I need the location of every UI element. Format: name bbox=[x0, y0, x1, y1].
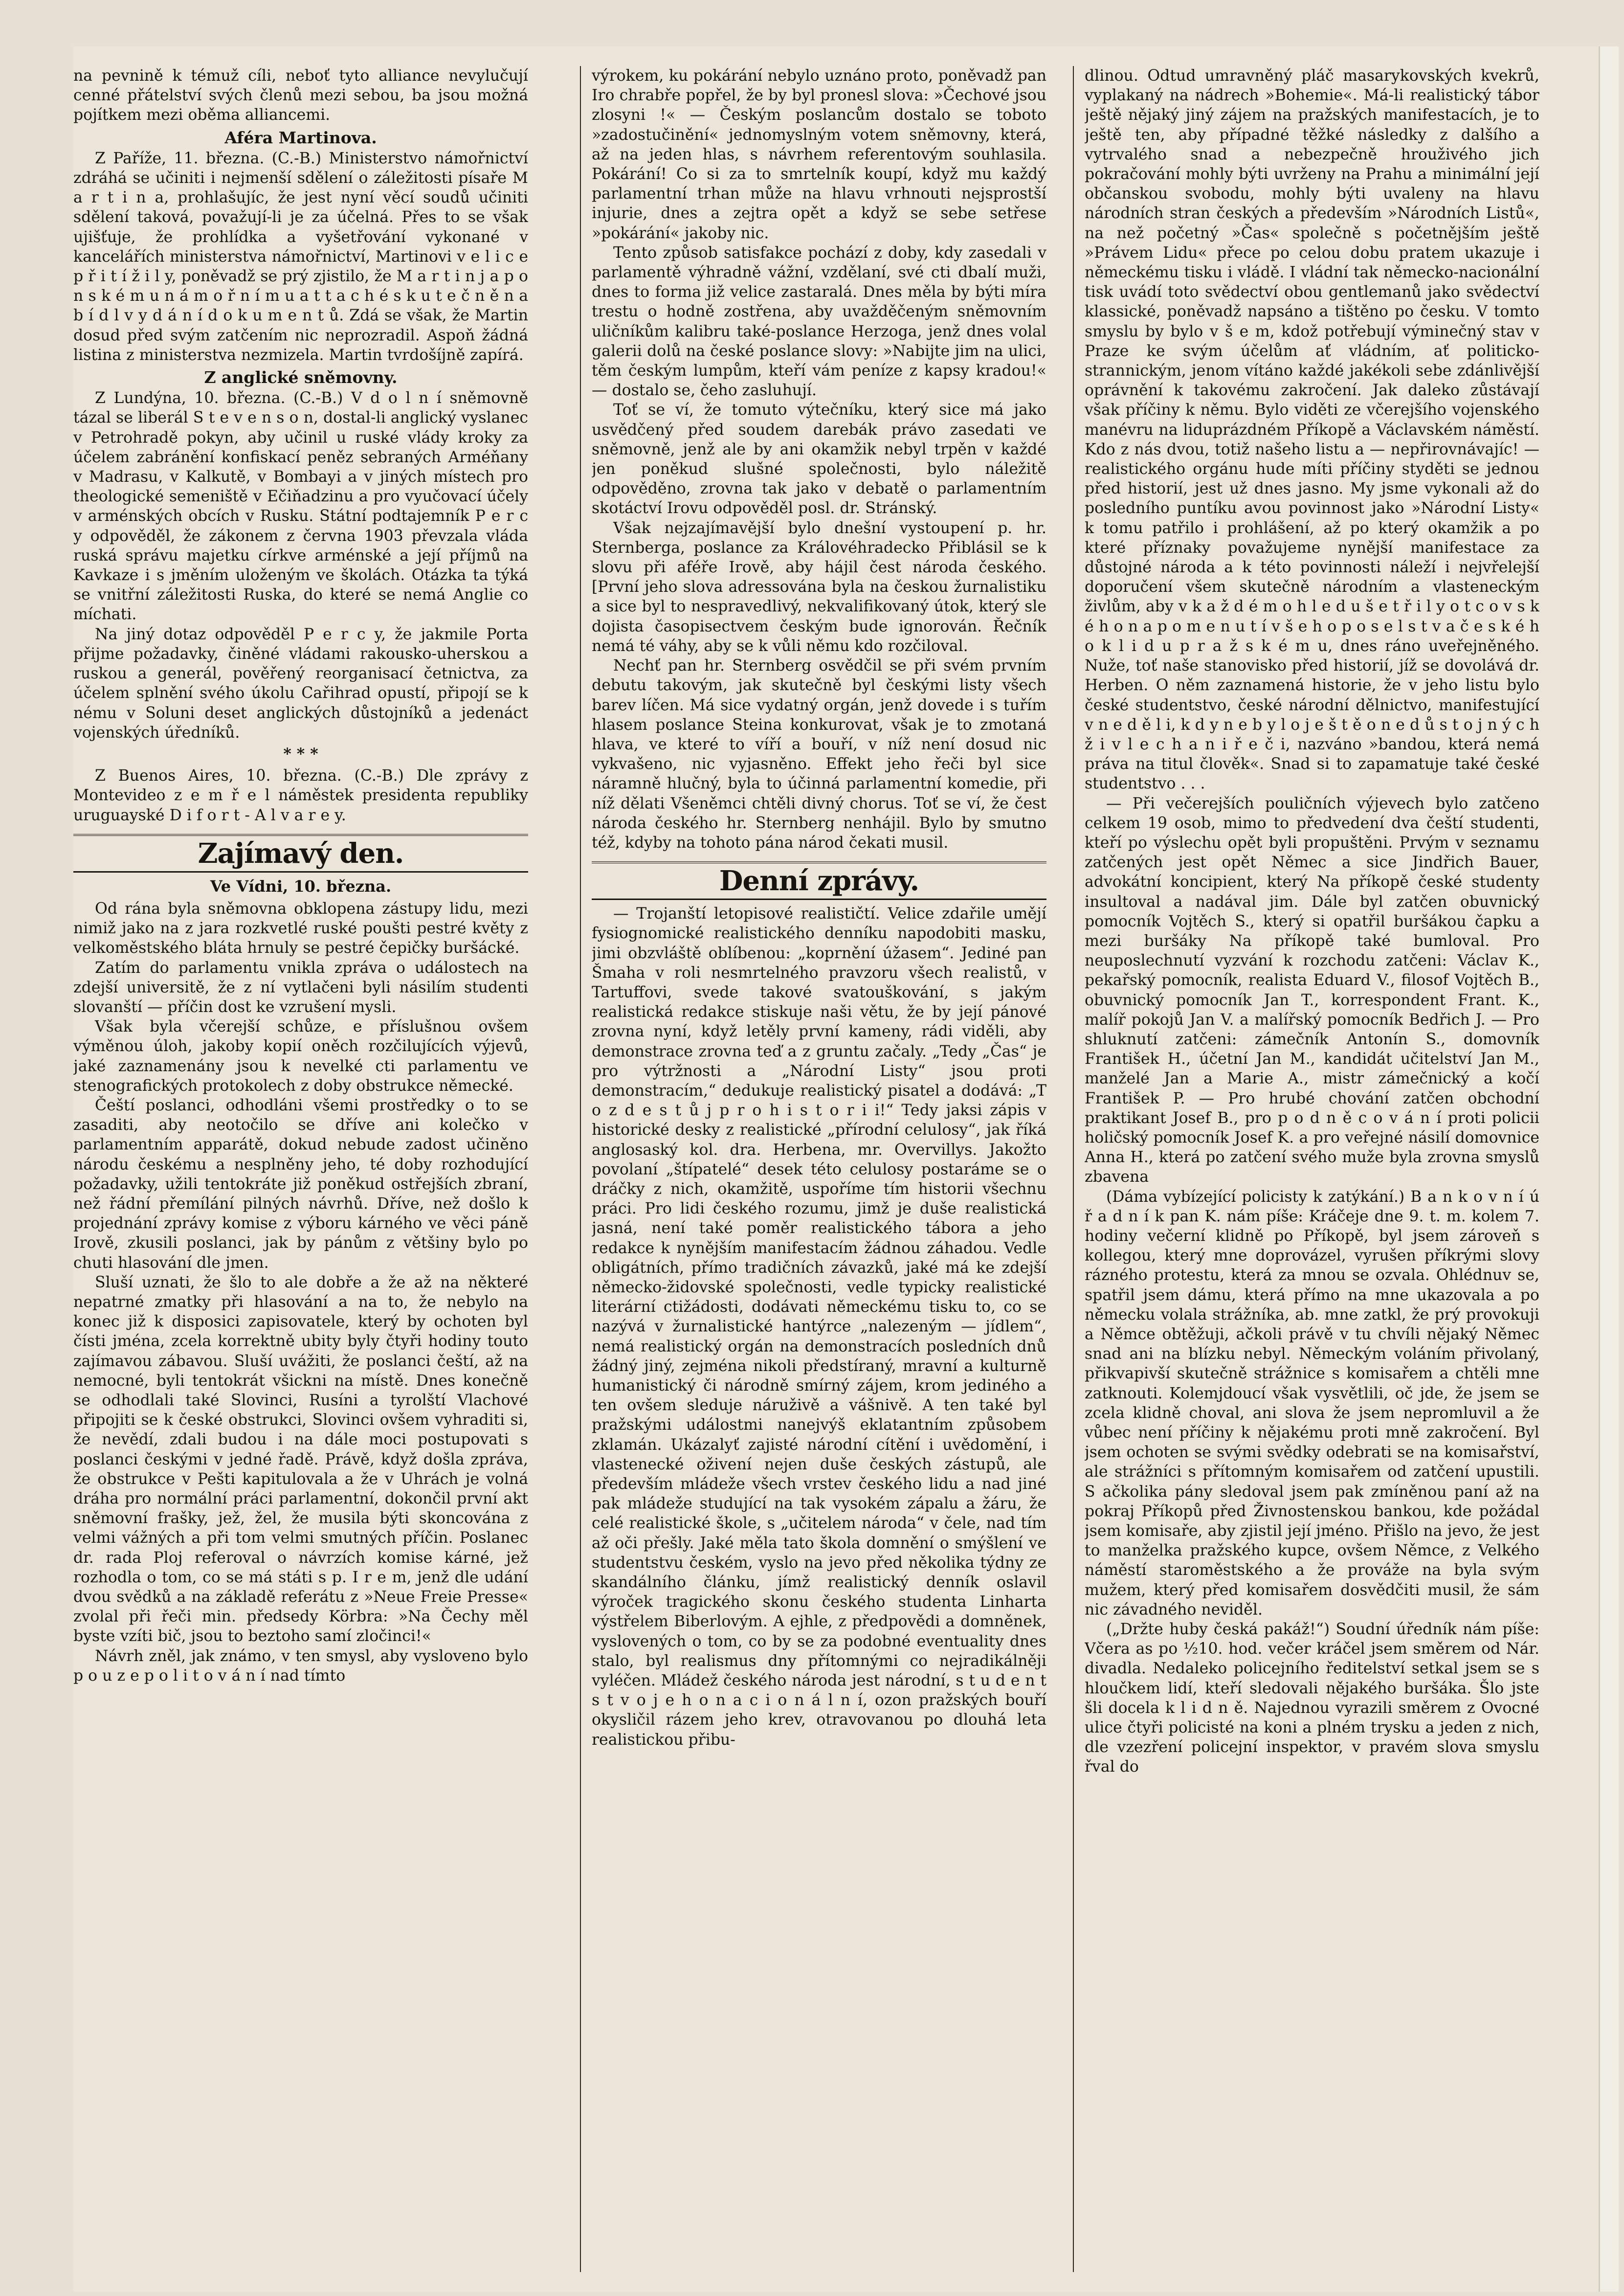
article-text: Zatím do parlamentu vnikla zpráva o událostech na zdejší universitě, že z ní vytlačeni byli násilím studenti slovanští — příčin dost ke vzrušení mysli. bbox=[73, 959, 528, 1016]
headline: Z anglické sněmovny. bbox=[204, 368, 398, 387]
dateline: Ve Vídni, 10. března. bbox=[210, 877, 392, 896]
article-text: — Trojanští letopisové realističtí. Velice zdařile umějí fysiognomické realistického denníku napodobiti masku, jimi obzvláště oblíbenou: „koprnění úžasem“. Jediné pan Šmaha v roli nesmrtelného pravzoru všech realistů, v Tartuffovi, svede takové svatouškování, s jakým realistická redakce stiskuje naši větu, že by její pánové zrovna nyní, když letěly první kameny, rádi viděli, aby demonstrace zrovna teď a z gruntu začaly. „Tedy „Čas“ je pro výtržnosti a „Národní Listy“ jsou proti demonstracím,“ dedukuje realistický pisatel a dodává: „T o z d e s t ů j p r o h i s t o r i i!“ Tedy jaksi zápis v historické desky z realistické „přírodní celulosy“, jak říká anglosaský kol. dra. Herbena, mr. Overvillys. Jakožto povolaní „štípatelé“ desek této celulosy postaráme se o dráčky z nich, okamžitě, uspoříme tím historii všechnu práci. Pro lidi českého rozumu, jimž je duše realistická jasná, není také poměr realistického tábora a jeho redakce k nynějším manifestacím žádnou záhadou. Vedle obligátních, přímo tradičních závazků, jaké má ke zdejší německo-židovské společnosti, vedle typicky realistické literární ctižádosti, dodávati německému tisku to, co se nazývá v žurnalistické hantýrce „nalezeným — jídlem“, nemá realistický orgán na demonstracích posledních dnů žádný jiný, zejména nikoli předstíraný, mravní a kulturně humanistický či národně smírný zájem, krom jediného a ten ovšem sleduje náruživě a vášnivě. A ten také byl pražskými událostmi nanejvýš eklatantním způsobem zklamán. Ukázalyť zajisté národní cítění i uvědomění, i vlastenecké oživení nejen duše českých zástupů, ale především mládeže všech vrstev českého lidu a nad jiné pak mládeže studující na tak vysokém zápalu a žáru, že celé realistické škole, s „učitelem národa“ v čele, nad tím až oči přešly. Jaké měla tato škola domnění o smýšlení ve studentstvu českém, vyslo na jevo před několika týdny ze skandálního článku, jímž realistický denník oslavil výroček tragického skonu českého studenta Linharta výstřelem Biberlovým. A ejhle, z předpovědi a domněnek, vyslovených o tom, co by se za podobné eventuality dnes stalo, byl realismus dny přítomnými co nejradikálněji vyléčen. Mládež českého národa jest národní, s t u d e n t s t v o j e h o n a c i o n á l n í, ozon pražských bouří okysličil rázem jeho krev, otravovanou po dlouhá leta realistickou přibu- bbox=[592, 905, 1046, 1749]
article-text: Z Lundýna, 10. března. (C.-B.) V d o l n í sněmovně tázal se liberál S t e v e n s o n, dostal-li anglický vyslanec v Petrohradě pokyn, aby učinil u ruské vlády kroky za účelem zabránění konfiskací peněz sebraných Arméňany v Madrasu, v Kalkutě, v Bombayi a v jiných místech pro theologické semeniště v Ečiňadzinu a pro vyučovací účely v arménských obcích v Rusku. Státní podtajemník P e r c y odpověděl, že zákonem z června 1903 převzala vláda ruská správu majetku církve arménské a její příjmů na Kavkaze i s jměním uloženým ve školách. Otázka ta týká se vnitřní záležitosti Ruska, do které se nemá Anglie co míchati. bbox=[73, 389, 528, 624]
column-rule bbox=[580, 66, 581, 2272]
article-text: Z Buenos Aires, 10. března. (C.-B.) Dle zprávy z Montevideo z e m ř e l náměstek presidenta republiky uruguayské D i f o r t - A l v a r e y. bbox=[73, 767, 528, 824]
article-text: Sluší uznati, že šlo to ale dobře a že až na některé nepatrné zmatky při hlasování a na to, že nebylo na konec již k disposici zapisovatele, který by ochoten byl čísti jména, zcela korrektně ubity byly čtyři hodiny touto zajímavou zábavou. Sluší uvážiti, že poslanci čeští, až na nemocné, byli tentokrát všickni na místě. Dnes konečně se odhodlali také Slovinci, Rusíni a tyrolští Vlachové připojiti se k české obstrukci, Slovinci ovšem vyhraditi si, že nevědí, zdali budou i na dále moci postupovati s poslanci českými v jedné řadě. Právě, když došla zpráva, že obstrukce v Pešti kapitulovala a že v Uhrách je volná dráha pro normální práci parlamentní, dokončil první akt sněmovní frašky, jež, žel, že musila býti skoncována z velmi vážných a při tom velmi smutných příčin. Poslanec dr. rada Ploj referoval o návrzích komise kárné, jež rozhodla o tom, co se má státi s p. I r e m, jenž dle udání dvou svědků a na základě referátu z »Neue Freie Presse« zvolal při řeči min. předsedy Körbra: »Na Čechy měl byste vzíti bič, jsou to beztoho samí zločinci!« bbox=[73, 1273, 528, 1645]
section-headline: Denní zprávy. bbox=[592, 861, 1046, 900]
article-text: Čeští poslanci, odhodláni všemi prostředky o to se zasaditi, aby neotočilo se dříve ani kolečko v parlamentním apparátě, dokud nebude zadost učiněno národu českému a nesplněny jeho, té doby rozhodující požadavky, užili tentokráte již poněkud ostřejších zbraní, než řádní přemílání pilných návrhů. Dříve, než došlo k projednání zprávy komise z výboru kárného ve věci páně Irově, zkusili poslanci, jak by pánům z většiny bylo po chuti hlasování dle jmen. bbox=[73, 1096, 528, 1272]
article-text: Nechť pan hr. Sternberg osvědčil se při svém prvním debutu takovým, jak skutečně byl českými listy všech barev líčen. Má sice vydatný orgán, jenž dovede i s tuřím hlasem poslance Steina konkurovat, však je to zmotaná hlava, ve které to víří a bouří, v níž není dosud nic vykvašeno, nic vyjasněno. Effekt jeho řeči byl sice náramně hlučný, byla to účinná parlamentní komedie, při níž dělati Všeněmci chtěli divný chorus. Toť se ví, že čest národa českého hr. Sternberg nenhájil. Bylo by smutno též, kdyby na tohoto pána národ čekati musil. bbox=[592, 657, 1046, 852]
headline: Aféra Martinova. bbox=[224, 128, 377, 147]
article-text: (Dáma vybízející policisty k zatýkání.) B a n k o v n í ú ř a d n í k pan K. nám píše: Kráčeje dne 9. t. m. kolem 7. hodiny večerní klidně po Příkopě, byl jsem zároveň s kollegou, který mne doprovázel, vyrušen příkrými slovy rázného protestu, která za mnou se ozvala. Ohlédnuv se, spatřil jsem dámu, která přímo na mne ukazovala a po německu volala strážníka, ab. mne zatkl, že prý provokuji a Němce obtěžuji, ačkoli právě v tu chvíli nějaký Němec snad ani na blízku nebyl. Německým voláním přivolaný, přikvapivší skutečně strážnice s komisařem a chtěli mne zatknouti. Kolemjdoucí však vysvětlili, oč jde, že jsem se zcela klidně choval, ani slova že jsem nepromluvil a že vůbec není příčiny k nějakému proti mně zakročení. Byl jsem ochoten se svými svědky odebrati se na komisařství, ale strážníci s přítomným komisařem od zatčení upustili. S ačkolika pány sledoval jsem pak zmíněnou paní až na pokraj Příkopů před Živnostenskou bankou, kde požádal jsem komisaře, aby zjistil její jméno. Přišlo na jevo, že jest to manželka pražského kupce, ovšem Němce, z Velkého náměstí staroměstského a že prováže na byla svým mužem, který před komisařem dosvědčiti musil, že sám nic závadného neviděl. bbox=[1085, 1188, 1539, 1619]
article-text: výrokem, ku pokárání nebylo uznáno proto, poněvadž pan Iro chrabře popřel, že by byl pronesl slova: »Čechové jsou zlosyni !« — Českým poslancům dostalo se toboto »zadostučinění« jednomyslným votem sněmovny, která, až na jeden hlas, s návrhem referentovým souhlasila. Pokárání! Co si za to smrtelník koupí, když mu každý parlamentní trhan může na hlavu vrhnouti nejsprostší injurie, dnes a zejtra opět a když se sebe setřese »pokárání« jakoby nic. bbox=[592, 67, 1046, 242]
article-text: dlinou. Odtud umravněný pláč masarykovských kvekrů, vyplakaný na nádrech »Bohemie«. Má-li realistický tábor ještě nějaký jiný zájem na pražských manifestacích, je to ještě ten, aby případné těžké následky z dalšího a vytrvalého snad a nebezpečně hrouživého jich pokračování mohly býti uvrženy na Prahu a minimální její občanskou svobodu, mohly býti uvaleny na hlavu národních stran českých a především »Národních Listů«, na než početný »Čas« společně s početnějším ještě »Právem Lidu« přece po celou dobu pratem ukazuje i německému tisku i vládě. I vládní tak německo-nacionální tisk uvádí toto svědectví obou gentlemanů jako svědectví klassické, poněvadž napsáno a tištěno po česku. V tomto smyslu by bylo v š e m, kdož potřebují výminečný stav v Praze ke svým účelům ať vládním, ať politicko-strannickým, jenom vítáno každé jakékoli sebe zdánlivější oprávnění k takovému zakročení. Jak daleko zůstávají však příčiny k němu. Bylo viděti ze včerejšího vojenského manévru na liduprázdném Příkopě a Václavském náměstí. Kdo z nás dvou, totiž našeho listu a — nepřirovnávajíc! — realistického orgánu hude míti příčiny styděti se jednou před historií, jest už dnes jasno. My jsme vykonali až do posledního puntíku avou povinnost jako »Národní Listy« k tomu patřilo i prohlášení, až po který okamžik a po které příznaky považujeme nynější manifestace za důstojné národa a k této povinnosti náleží i nejvřelejší doporučení všem skutečně národním a vlasteneckým živlům, aby v k a ž d é m o h l e d u š e t ř i l y o t c o v s k é h o n a p o m e n u t í v š e h o p o s e l s t v a č e s k é h o k l i d u p r a ž s k é m u, dnes ráno uveřejněného. Nuže, toť naše stanovisko před historií, jíž se dovolává dr. Herben. O něm zaznamená historie, že v jeho listu bylo české studentstvo, české národní dělnictvo, manifestující v n e d ě l i, k d y n e b y l o j e š t ě o n e d ů s t o j n ý c h ž i v l e c h a n i ř e č i, nazváno »bandou, která nemá práva na titul člověk«. Snad si to zapamatuje také české studentstvo . . . bbox=[1085, 67, 1539, 793]
page-edge bbox=[1599, 46, 1619, 2292]
article-text: na pevnině k témuž cíli, neboť tyto alliance nevylučují cenné přátelství svých členů mezi sebou, ba jsou možná pojítkem mezi oběma alliancemi. bbox=[73, 67, 528, 124]
section-divider: * * * bbox=[283, 744, 318, 763]
article-text: Návrh zněl, jak známo, v ten smysl, aby vysloveno bylo p o u z e p o l i t o v á n í nad tímto bbox=[73, 1647, 528, 1685]
article-text: Tento způsob satisfakce pochází z doby, kdy zasedali v parlamentě výhradně vážní, vzdělaní, své cti dbalí muži, dnes to forma již velice zastaralá. Dnes měla by býti míra trestu o hodně zostřena, aby uvažděčeným sněmovním uličníkům kalibru také-poslance Herzoga, jenž dnes volal galerii dolů na české poslance slovy: »Nabijte jim na ulici, těm českým lumpům, kteří vám peníze z kapsy kradou!« — dostalo se, čeho zasluhují. bbox=[592, 244, 1046, 400]
article-text: Toť se ví, že tomuto výtečníku, který sice má jako usvědčený před soudem darebák právo zasedati ve sněmovně, jenž ale by ani okamžik nebyl trpěn v každé jen poněkud slušné společnosti, bylo náležitě odpověděno, zrovna tak jako v debatě o parlamentním skotáctví Irovu odpověděl posl. dr. Stránský. bbox=[592, 401, 1046, 518]
article-text: Z Paříže, 11. března. (C.-B.) Ministerstvo námořnictví zdráhá se učiniti i nejmenší sdělení o záležitosti písaře M a r t i n a, prohlašujíc, že jest nyní věcí soudů učiniti sdělení taková, považují-li je za účelná. Přes to se však ujišťuje, že prohlídka a vyšetřování vykonané v kancelářích ministerstva námořnictví, Martinovi v e l i c e p ř i t í ž i l y, poněvadž se prý zjistilo, že M a r t i n j a p o n s k é m u n á m o ř n í m u a t t a c h é s k u t e č n ě n a b í d l v y d á n í d o k u m e n t ů. Zdá se však, že Martin dosud před svým zatčením nic neprozradil. Aspoň žádná listina z ministerstva nezmizela. Martin tvrdošíjně zapírá. bbox=[73, 149, 528, 364]
article-text: Na jiný dotaz odpověděl P e r c y, že jakmile Porta přijme požadavky, činěné vládami rakousko-uherskou a ruskou a generál, pověřený reorganisací četnictva, za účelem splnění svého úkolu Cařihrad opustí, připojí se k nému v Soluni deset anglických důstojníků a jedenáct vojenských úředníků. bbox=[73, 625, 528, 742]
article-text: („Držte huby česká pakáž!“) Soudní úředník nám píše: Včera as po ½10. hod. večer kráčel jsem směrem od Nár. divadla. Nedaleko policejního ředitelství setkal jsem se s hloučkem lidí, kteří sledovali nějakého buršáka. Šlo jste šli docela k l i d n ě. Najednou vyrazili směrem z Ovocné ulice čtyři policisté na koni a plném trysku a jeden z nich, dle vzezření policejní inspektor, v pravém slova smyslu řval do bbox=[1085, 1621, 1539, 1776]
article-text: Však byla včerejší schůze, e příslušnou ovšem výměnou úloh, jakoby kopií oněch rozčilujících výjevů, jaké zaznamenány jsou k nevelké cti parlamentu ve stenografických protokolech z doby obstrukce německé. bbox=[73, 1018, 528, 1095]
article-text: Od rána byla sněmovna obklopena zástupy lidu, mezi nimiž jako na z jara rozkvetlé ruské poušti pestré květy z velkoměstského bláta hrnuly se pestré čepičky buršácké. bbox=[73, 900, 528, 957]
article-text: Však nejzajímavější bylo dnešní vystoupení p. hr. Sternberga, poslance za Královéhradecko Přiblásil se k slovu při aféře Irově, aby hájil čest národa českého. [První jeho slova adressována byla na českou žurnalistiku a sice byl to nespravedlivý, nekvalifikovaný útok, který sle dojista časopisectvem českým bude ignorován. Řečník nemá té váhy, aby se k vůli němu kdo rozčiloval. bbox=[592, 519, 1046, 655]
column-1 bbox=[73, 66, 528, 1686]
article-text: — Při večerejších pouličních výjevech bylo zatčeno celkem 19 osob, mimo to předvedení dva čeští studenti, kteří po výslechu opět byli propuštěni. Prvým v seznamu zatčených jest opět Němec a sice Jindřich Bauer, advokátní koncipient, který Na příkopě české studenty insultoval a nadával jim. Dále byl zatčen obuvnický pomocník Vojtěch S., který si opatřil buršákou čapku a mezi buršáky Na příkopě také bumloval. Pro neuposlechnutí vyzvání k rozchodu zatčeni: Václav K., pekařský pomocník, realista Eduard V., filosof Vojtěch B., obuvnický pomocník Jan T., korrespondent Frant. K., malíř pokojů Jan V. a malířský pomocník Bedřich J. — Pro shluknutí zatčeni: zámečník Antonín S., domovník František H., účetní Jan M., kandidát učitelství Jan M., manželé Jan a Marie A., mistr zámečnický a kočí František P. — Pro hrubé chování zatčen obchodní praktikant Josef B., pro p o d n ě c o v á n í proti policii holičský pomocník Josef K. a pro veřejné násilí domovnice Anna H., která po zatčení svého muže byla zrovna smyslů zbavena bbox=[1085, 794, 1539, 1186]
column-3 bbox=[1085, 66, 1539, 1777]
feature-headline: Zajímavý den. bbox=[73, 834, 528, 873]
column-2 bbox=[592, 66, 1046, 1750]
column-rule bbox=[1073, 66, 1074, 2272]
newspaper-page bbox=[73, 46, 1619, 2292]
